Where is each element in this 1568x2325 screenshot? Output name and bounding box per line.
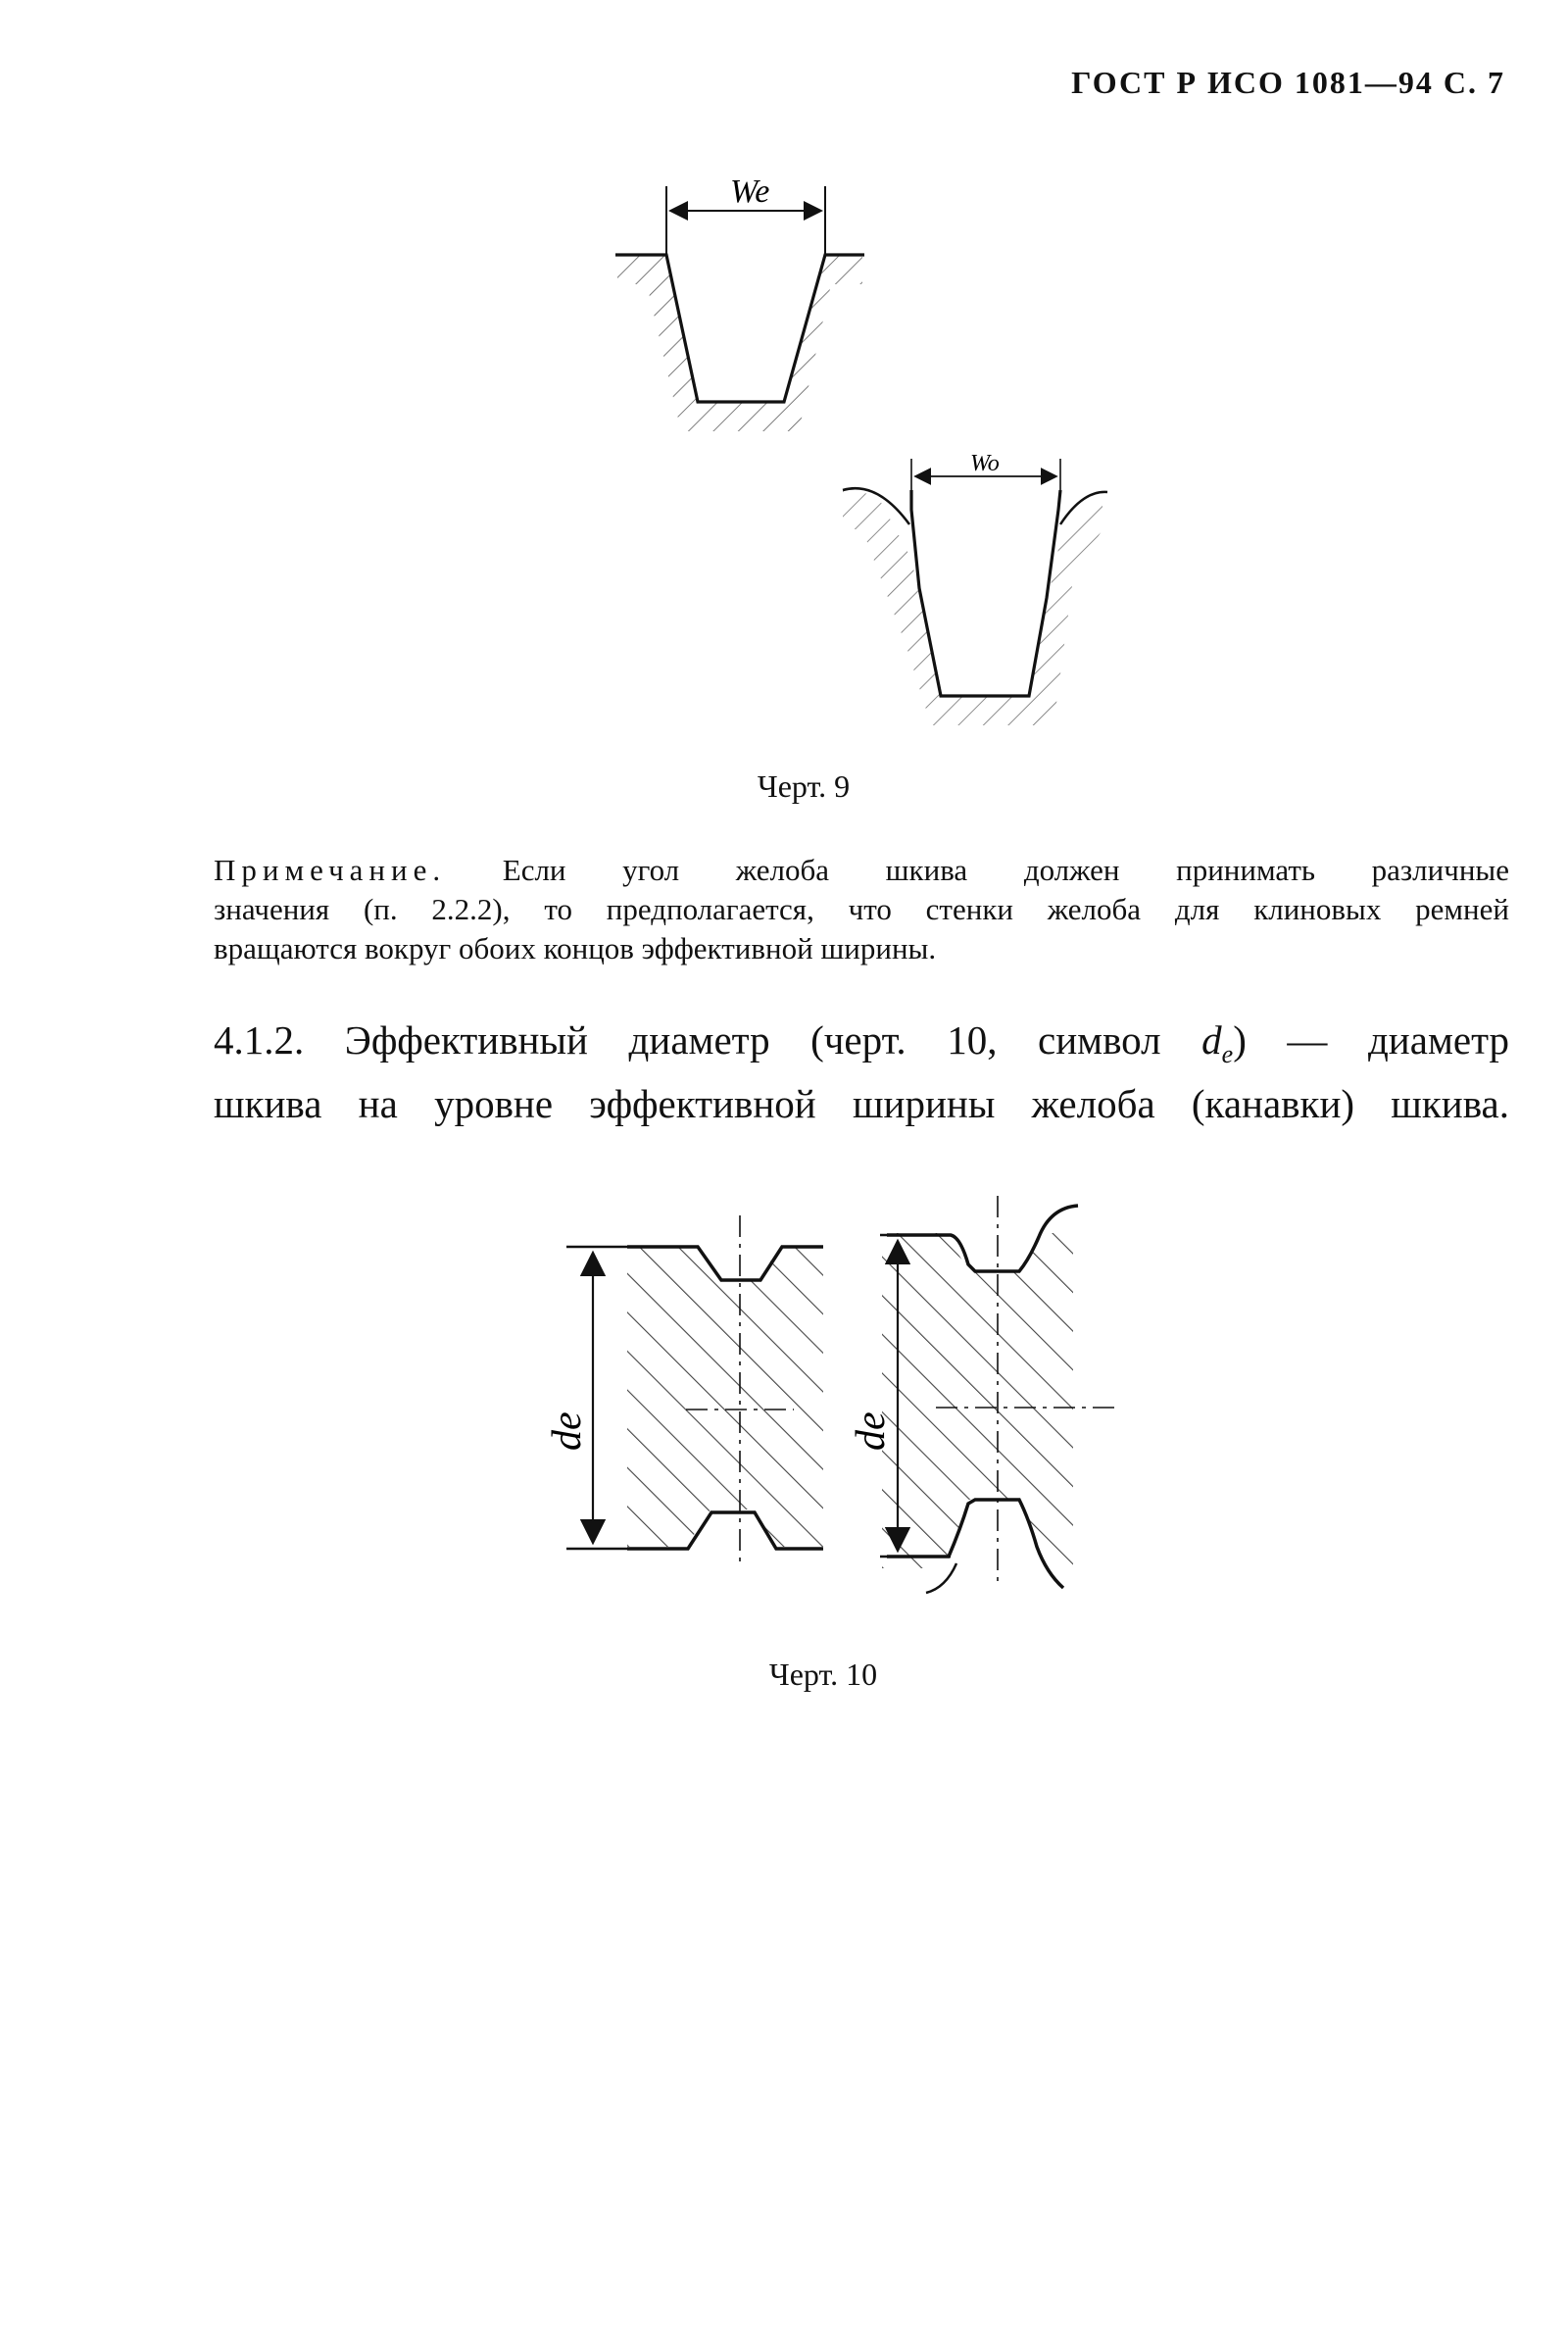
groove-top xyxy=(615,173,864,431)
note-line-2: значения (п. 2.2.2), то предполагается, что стенки желоба для клиновых ремней xyxy=(214,892,1509,926)
page-header: ГОСТ Р ИСО 1081—94 С. 7 xyxy=(1071,65,1505,100)
para-line-2: шкива на уровне эффективной ширины желоба (канавки) шкива. xyxy=(214,1081,1509,1127)
figure-10-drawing xyxy=(529,1176,1137,1608)
figure-9-drawing xyxy=(588,157,1137,745)
groove-bottom xyxy=(843,451,1107,725)
label-wo: Wo xyxy=(970,451,1000,476)
label-we: We xyxy=(730,173,770,210)
para-line-1a: 4.1.2. Эффективный диаметр (черт. 10, символ xyxy=(214,1017,1202,1063)
section-4-1-2 xyxy=(214,1015,1509,1128)
para-line-1b: ) — диаметр xyxy=(1233,1017,1509,1063)
symbol-de: $d_e$ xyxy=(1201,1017,1234,1069)
pulley-right xyxy=(849,1196,1117,1593)
note-line-1: Если угол желоба шкива должен принимать различные xyxy=(502,853,1509,887)
label-de-left: de xyxy=(545,1411,590,1451)
label-de-right: de xyxy=(849,1411,894,1451)
note-paragraph xyxy=(214,851,1509,968)
note-prefix: Примечание. xyxy=(214,853,447,887)
note-line-3: вращаются вокруг обоих концов эффективной ширины. xyxy=(214,931,937,965)
figure-10-caption: Черт. 10 xyxy=(768,1657,878,1692)
pulley-left xyxy=(545,1215,823,1568)
figure-9-caption: Черт. 9 xyxy=(757,768,851,804)
